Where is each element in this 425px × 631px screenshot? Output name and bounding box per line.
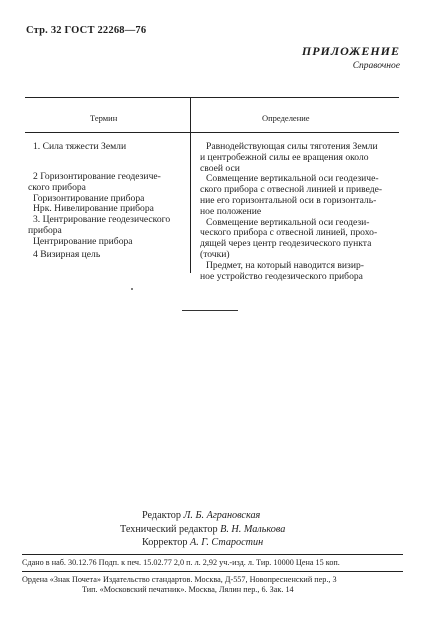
appendix-subtitle: Справочное xyxy=(352,61,400,71)
definition-line: Совмещение вертикальной оси геодезиче- xyxy=(206,173,379,185)
proofreader-row xyxy=(120,536,285,550)
term-line: Нрк. Нивелирование прибора xyxy=(33,203,154,215)
editor-row xyxy=(120,509,285,523)
definitions-column-header: Определение xyxy=(262,113,310,123)
definition-line: ческого прибора с отвесной линией, прохо- xyxy=(200,227,378,239)
section-separator xyxy=(182,310,238,311)
table-top-rule xyxy=(25,97,399,98)
imprint-middle-rule xyxy=(22,571,403,572)
definition-line: и центробежной силы ее вращения около xyxy=(200,151,369,163)
term-line: 3. Центрирование геодезического xyxy=(33,214,171,226)
term-entry-4 xyxy=(33,250,100,261)
typography-line: Тип. «Московский печатник». Москва, Лялин пер., 6. Зак. 14 xyxy=(82,585,294,594)
terms-column-header: Термин xyxy=(90,113,118,123)
definition-line: Равнодействующая силы тяготения Земли xyxy=(206,141,378,152)
imprint-top-rule xyxy=(22,554,403,555)
term-line: Горизонтирование прибора xyxy=(33,192,145,204)
term-entry-2-3 xyxy=(28,172,170,248)
tech-editor-name: В. Н. Малькова xyxy=(220,523,286,535)
credits-block xyxy=(120,509,285,550)
term-line: 4 Визирная цель xyxy=(33,249,101,260)
tech-editor-role: Технический редактор xyxy=(120,523,218,535)
proofreader-role: Корректор xyxy=(142,537,188,548)
editor-role: Редактор xyxy=(142,510,181,521)
term-line: 1. Сила тяжести Земли xyxy=(33,141,127,152)
tech-editor-row xyxy=(120,523,285,537)
publisher-line: Ордена «Знак Почета» Издательство стандартов. Москва, Д-557, Новопресненский пер., 3 xyxy=(22,575,337,584)
definition-line: ского прибора с отвесной линией и приведе- xyxy=(200,184,383,196)
definition-line: своей оси xyxy=(200,162,240,174)
print-details-line: Сдано в наб. 30.12.76 Подп. к печ. 15.02.77 2,0 п. л. 2,92 уч.-изд. л. Тир. 10000 Цена 15 коп. xyxy=(22,558,340,567)
definitions-block xyxy=(200,142,382,282)
definition-line: ние его горизонтальной оси в горизонталь- xyxy=(200,194,377,206)
appendix-title: ПРИЛОЖЕНИЕ xyxy=(301,44,400,58)
term-line: ского прибора xyxy=(28,181,86,193)
definition-line: Совмещение вертикальной оси геодези- xyxy=(206,216,370,228)
definition-line: (точки) xyxy=(200,248,230,260)
term-line: 2 Горизонтирование геодезиче- xyxy=(33,171,161,182)
editor-name: Л. Б. Аграновская xyxy=(183,510,261,521)
term-line: Центрирование прибора xyxy=(33,235,133,247)
proofreader-name: А. Г. Старостин xyxy=(189,537,264,548)
table-header-rule xyxy=(25,132,399,133)
term-line: прибора xyxy=(28,224,62,236)
definition-line: ное устройство геодезического прибора xyxy=(200,270,363,282)
definition-line: ное положение xyxy=(200,205,262,217)
page-header: Стр. 32 ГОСТ 22268—76 xyxy=(26,25,147,36)
definition-line: Предмет, на который наводится визир- xyxy=(206,259,364,271)
table-column-divider xyxy=(190,97,191,273)
print-speck xyxy=(131,288,133,290)
definition-line: дящей через центр геодезического пункта xyxy=(200,238,372,250)
term-entry-1 xyxy=(33,142,126,153)
